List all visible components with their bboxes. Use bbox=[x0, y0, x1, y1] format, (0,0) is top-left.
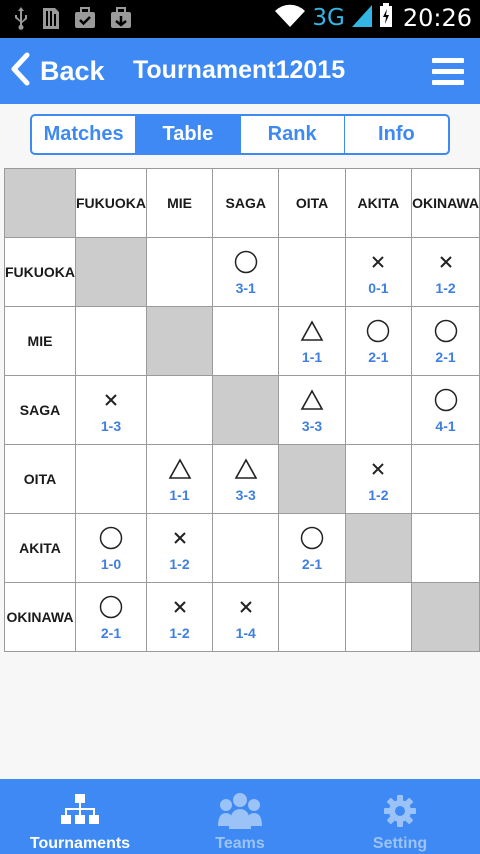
row-header: AKITA bbox=[5, 514, 76, 583]
nav-label: Tournaments bbox=[29, 835, 131, 852]
result-cell[interactable] bbox=[76, 583, 147, 652]
network-type: 3G bbox=[312, 4, 345, 31]
result-cell[interactable] bbox=[279, 514, 345, 583]
empty-cell[interactable] bbox=[76, 445, 147, 514]
result-cell[interactable] bbox=[76, 514, 147, 583]
cross-icon bbox=[371, 248, 385, 276]
cross-icon bbox=[439, 248, 453, 276]
row-header: OKINAWA bbox=[5, 583, 76, 652]
cross-icon bbox=[173, 524, 187, 552]
chevron-left-icon bbox=[10, 52, 30, 91]
result-cell[interactable] bbox=[76, 376, 147, 445]
score-label: 1-1 bbox=[301, 349, 323, 365]
self-match-cell bbox=[76, 238, 147, 307]
circle-icon bbox=[300, 524, 324, 552]
cross-icon bbox=[104, 386, 118, 414]
status-bar bbox=[0, 0, 480, 38]
column-header: OKINAWA bbox=[412, 169, 480, 238]
score-label: 2-1 bbox=[368, 349, 389, 365]
empty-cell[interactable] bbox=[76, 307, 147, 376]
back-button[interactable] bbox=[10, 46, 105, 96]
table-corner-cell bbox=[5, 169, 76, 238]
result-cell[interactable] bbox=[147, 514, 213, 583]
view-tabs bbox=[30, 114, 450, 155]
row-header: SAGA bbox=[5, 376, 76, 445]
empty-cell[interactable] bbox=[213, 514, 279, 583]
score-label: 2-1 bbox=[100, 625, 122, 641]
results-table bbox=[4, 168, 480, 652]
empty-cell[interactable] bbox=[412, 445, 480, 514]
empty-cell[interactable] bbox=[345, 376, 411, 445]
empty-cell[interactable] bbox=[345, 583, 411, 652]
score-label: 3-3 bbox=[235, 487, 256, 503]
column-header: AKITA bbox=[345, 169, 411, 238]
score-label: 1-2 bbox=[368, 487, 389, 503]
row-header: OITA bbox=[5, 445, 76, 514]
column-header: OITA bbox=[279, 169, 345, 238]
menu-button[interactable] bbox=[432, 58, 464, 86]
empty-cell[interactable] bbox=[279, 238, 345, 307]
table-row bbox=[5, 514, 480, 583]
app-header bbox=[0, 38, 480, 104]
hamburger-icon bbox=[432, 58, 464, 63]
wifi-icon bbox=[274, 2, 306, 33]
score-label: 2-1 bbox=[301, 556, 323, 572]
row-header: FUKUOKA bbox=[5, 238, 76, 307]
column-header: FUKUOKA bbox=[76, 169, 147, 238]
result-cell[interactable] bbox=[213, 238, 279, 307]
score-label: 1-2 bbox=[169, 556, 190, 572]
score-label: 0-1 bbox=[368, 280, 389, 296]
table-row bbox=[5, 238, 480, 307]
briefcase-check-icon bbox=[74, 7, 96, 29]
table-row bbox=[5, 583, 480, 652]
triangle-icon bbox=[168, 455, 192, 483]
triangle-icon bbox=[300, 317, 324, 345]
circle-icon bbox=[99, 524, 123, 552]
score-label: 1-2 bbox=[169, 625, 190, 641]
nav-label: Teams bbox=[215, 835, 265, 852]
system-indicators bbox=[274, 2, 472, 33]
score-label: 1-0 bbox=[100, 556, 122, 572]
score-label: 3-1 bbox=[235, 280, 256, 296]
circle-icon bbox=[434, 386, 458, 414]
team-people-icon bbox=[218, 791, 262, 831]
result-cell[interactable] bbox=[345, 445, 411, 514]
empty-cell[interactable] bbox=[147, 238, 213, 307]
score-label: 4-1 bbox=[435, 418, 456, 434]
tab-table[interactable]: Table bbox=[136, 116, 240, 153]
table-header-row bbox=[5, 169, 480, 238]
circle-icon bbox=[99, 593, 123, 621]
cross-icon bbox=[239, 593, 253, 621]
result-cell[interactable] bbox=[147, 583, 213, 652]
self-match-cell bbox=[279, 445, 345, 514]
empty-cell[interactable] bbox=[147, 376, 213, 445]
result-cell[interactable] bbox=[213, 445, 279, 514]
score-label: 2-1 bbox=[435, 349, 456, 365]
back-label: Back bbox=[40, 55, 105, 86]
result-cell[interactable] bbox=[412, 376, 480, 445]
page-title: Tournament12015 bbox=[133, 56, 346, 84]
result-cell[interactable] bbox=[345, 238, 411, 307]
briefcase-download-icon bbox=[110, 7, 132, 29]
score-label: 1-1 bbox=[169, 487, 190, 503]
usb-icon bbox=[14, 6, 28, 30]
score-label: 1-4 bbox=[235, 625, 256, 641]
nav-label: Setting bbox=[372, 835, 428, 852]
tournament-bracket-icon bbox=[60, 791, 100, 831]
column-header: SAGA bbox=[213, 169, 279, 238]
circle-icon bbox=[366, 317, 390, 345]
battery-charging-icon bbox=[379, 2, 393, 33]
table-row bbox=[5, 307, 480, 376]
bottom-nav bbox=[0, 779, 480, 854]
result-cell[interactable] bbox=[279, 376, 345, 445]
empty-cell[interactable] bbox=[213, 307, 279, 376]
column-header: MIE bbox=[147, 169, 213, 238]
tab-matches[interactable]: Matches bbox=[32, 116, 136, 153]
sim-card-icon bbox=[42, 6, 60, 30]
result-cell[interactable] bbox=[147, 445, 213, 514]
signal-strength-icon bbox=[351, 2, 373, 33]
triangle-icon bbox=[234, 455, 258, 483]
self-match-cell bbox=[213, 376, 279, 445]
score-label: 1-2 bbox=[435, 280, 456, 296]
score-label: 1-3 bbox=[100, 418, 122, 434]
self-match-cell bbox=[412, 583, 480, 652]
score-label: 3-3 bbox=[301, 418, 323, 434]
hamburger-icon-bar bbox=[432, 80, 464, 85]
self-match-cell bbox=[345, 514, 411, 583]
result-cell[interactable] bbox=[213, 583, 279, 652]
gear-icon bbox=[383, 791, 417, 831]
cross-icon bbox=[173, 593, 187, 621]
result-cell[interactable] bbox=[279, 307, 345, 376]
cross-icon bbox=[371, 455, 385, 483]
hamburger-icon-bar bbox=[432, 69, 464, 74]
nav-tournaments[interactable] bbox=[0, 779, 160, 854]
self-match-cell bbox=[147, 307, 213, 376]
row-header: MIE bbox=[5, 307, 76, 376]
notification-icons bbox=[14, 6, 132, 30]
circle-icon bbox=[434, 317, 458, 345]
clock: 20:26 bbox=[402, 3, 472, 32]
table-row bbox=[5, 445, 480, 514]
nav-teams[interactable] bbox=[160, 779, 320, 854]
result-cell[interactable] bbox=[412, 307, 480, 376]
table-row bbox=[5, 376, 480, 445]
result-cell[interactable] bbox=[412, 238, 480, 307]
result-cell[interactable] bbox=[345, 307, 411, 376]
tab-info[interactable]: Info bbox=[378, 123, 415, 145]
triangle-icon bbox=[300, 386, 324, 414]
nav-setting[interactable] bbox=[320, 779, 480, 854]
empty-cell[interactable] bbox=[412, 514, 480, 583]
tab-rank[interactable]: Rank bbox=[241, 116, 345, 153]
circle-icon bbox=[234, 248, 258, 276]
empty-cell[interactable] bbox=[279, 583, 345, 652]
